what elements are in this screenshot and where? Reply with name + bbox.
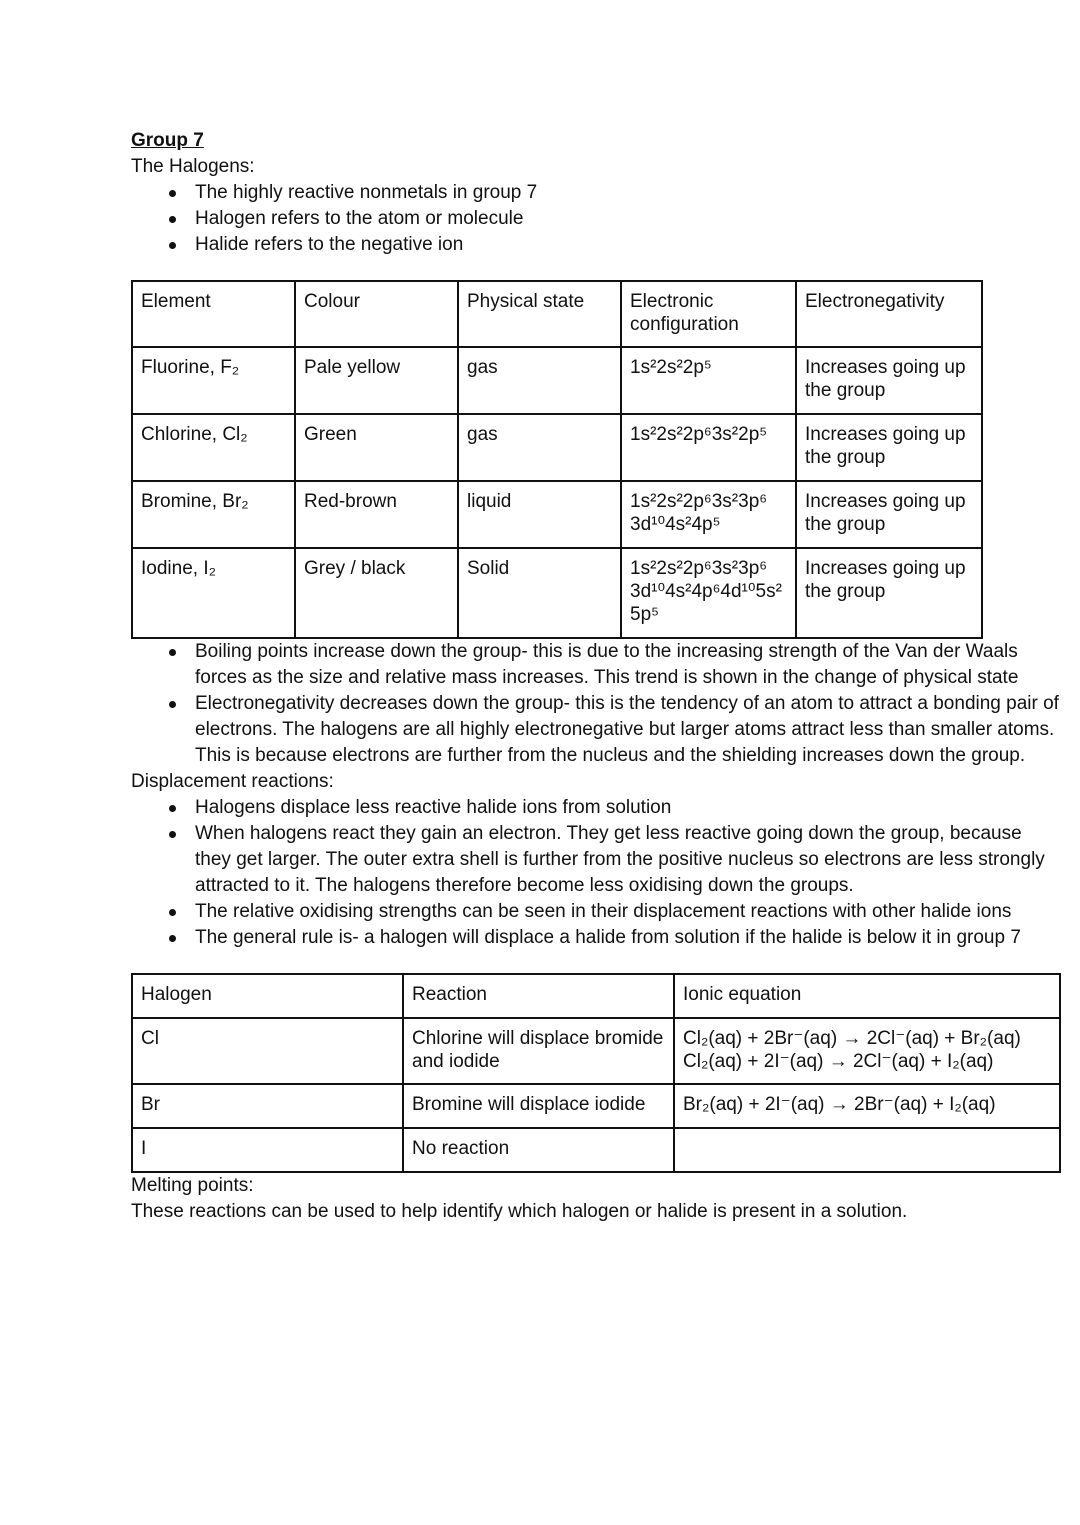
ionic-equation-cell xyxy=(674,1084,1060,1128)
table-cell: Cl xyxy=(132,1018,403,1084)
page-title: Group 7 xyxy=(131,130,204,151)
closing-line: These reactions can be used to help identify which halogen or halide is present in a solution. xyxy=(131,1201,908,1222)
table-cell: Increases going up the group xyxy=(796,548,982,638)
list-item: Halide refers to the negative ion xyxy=(131,232,1061,258)
list-item: When halogens react they gain an electron. They get less reactive going down the group, because they get larger. The outer extra shell is further from the positive nucleus so electrons are less strongly attracted to it. The halogens therefore become less oxidising down the groups. xyxy=(131,821,1061,899)
header-cell-physical-state: Physical state xyxy=(458,281,621,347)
table-row xyxy=(132,1018,1060,1084)
table-cell: 1s²2s²2p⁶3s²3p⁶ 3d¹⁰4s²4p⁵ xyxy=(621,481,796,548)
ionic-equation: Br₂(aq) + 2I⁻(aq) → 2Br⁻(aq) + I₂(aq) xyxy=(683,1094,996,1115)
table-cell: liquid xyxy=(458,481,621,548)
table-cell: 1s²2s²2p⁵ xyxy=(621,347,796,414)
ionic-equation-cell xyxy=(674,1128,1060,1172)
table-header-row xyxy=(132,974,1060,1018)
table-cell: Green xyxy=(295,414,458,481)
table-row xyxy=(132,347,982,414)
table-cell: Chlorine will displace bromide and iodide xyxy=(403,1018,674,1084)
list-item: The highly reactive nonmetals in group 7 xyxy=(131,180,1061,206)
displacement-bullet-list xyxy=(131,795,1061,951)
table-cell: Fluorine, F₂ xyxy=(132,347,295,414)
header-cell-reaction: Reaction xyxy=(403,974,674,1018)
table-cell: gas xyxy=(458,414,621,481)
table-cell: Solid xyxy=(458,548,621,638)
ionic-equation-cell xyxy=(674,1018,1060,1084)
table-header-row xyxy=(132,281,982,347)
header-cell-halogen: Halogen xyxy=(132,974,403,1018)
header-cell-electronegativity: Electronegativity xyxy=(796,281,982,347)
table-row xyxy=(132,1084,1060,1128)
table-cell: No reaction xyxy=(403,1128,674,1172)
table-cell: Increases going up the group xyxy=(796,347,982,414)
melting-points-label: Melting points: xyxy=(131,1175,254,1196)
document-page xyxy=(131,128,1061,1225)
table-cell: Br xyxy=(132,1084,403,1128)
table-cell: Iodine, I₂ xyxy=(132,548,295,638)
table-cell: Red-brown xyxy=(295,481,458,548)
table-cell: Chlorine, Cl₂ xyxy=(132,414,295,481)
list-item: Boiling points increase down the group- this is due to the increasing strength of the Van der Waals forces as the size and relative mass increases. This trend is shown in the change of physical state xyxy=(131,639,1061,691)
list-item: Halogen refers to the atom or molecule xyxy=(131,206,1061,232)
ionic-equation: Cl₂(aq) + 2I⁻(aq) → 2Cl⁻(aq) + I₂(aq) xyxy=(683,1051,994,1072)
header-cell-ionic-equation: Ionic equation xyxy=(674,974,1060,1018)
table-cell: I xyxy=(132,1128,403,1172)
displacement-reactions-table xyxy=(131,973,1061,1173)
table-row xyxy=(132,1128,1060,1172)
table-cell: 1s²2s²2p⁶3s²2p⁵ xyxy=(621,414,796,481)
table-row xyxy=(132,481,982,548)
header-cell-element: Element xyxy=(132,281,295,347)
intro-label: The Halogens: xyxy=(131,156,255,177)
table-cell: Bromine, Br₂ xyxy=(132,481,295,548)
table-cell: 1s²2s²2p⁶3s²3p⁶ 3d¹⁰4s²4p⁶4d¹⁰5s² 5p⁵ xyxy=(621,548,796,638)
header-cell-colour: Colour xyxy=(295,281,458,347)
list-item: Electronegativity decreases down the group- this is the tendency of an atom to attract a bonding pair of electrons. The halogens are all highly electronegative but larger atoms attract less than smaller atoms. This is because electrons are further from the nucleus and the shielding increases down the group. xyxy=(131,691,1061,769)
table-row xyxy=(132,414,982,481)
table-cell: gas xyxy=(458,347,621,414)
ionic-equation: Cl₂(aq) + 2Br⁻(aq) → 2Cl⁻(aq) + Br₂(aq) xyxy=(683,1028,1021,1049)
table-cell: Bromine will displace iodide xyxy=(403,1084,674,1128)
table-row xyxy=(132,548,982,638)
table-cell: Grey / black xyxy=(295,548,458,638)
table-cell: Increases going up the group xyxy=(796,481,982,548)
table-cell: Increases going up the group xyxy=(796,414,982,481)
table-cell: Pale yellow xyxy=(295,347,458,414)
intro-bullet-list xyxy=(131,180,1061,258)
displacement-label: Displacement reactions: xyxy=(131,771,334,792)
header-cell-electronic-configuration: Electronic configuration xyxy=(621,281,796,347)
trend-bullet-list xyxy=(131,639,1061,769)
halogen-properties-table xyxy=(131,280,983,639)
list-item: Halogens displace less reactive halide ions from solution xyxy=(131,795,1061,821)
list-item: The relative oxidising strengths can be seen in their displacement reactions with other halide ions xyxy=(131,899,1061,925)
list-item: The general rule is- a halogen will displace a halide from solution if the halide is below it in group 7 xyxy=(131,925,1061,951)
